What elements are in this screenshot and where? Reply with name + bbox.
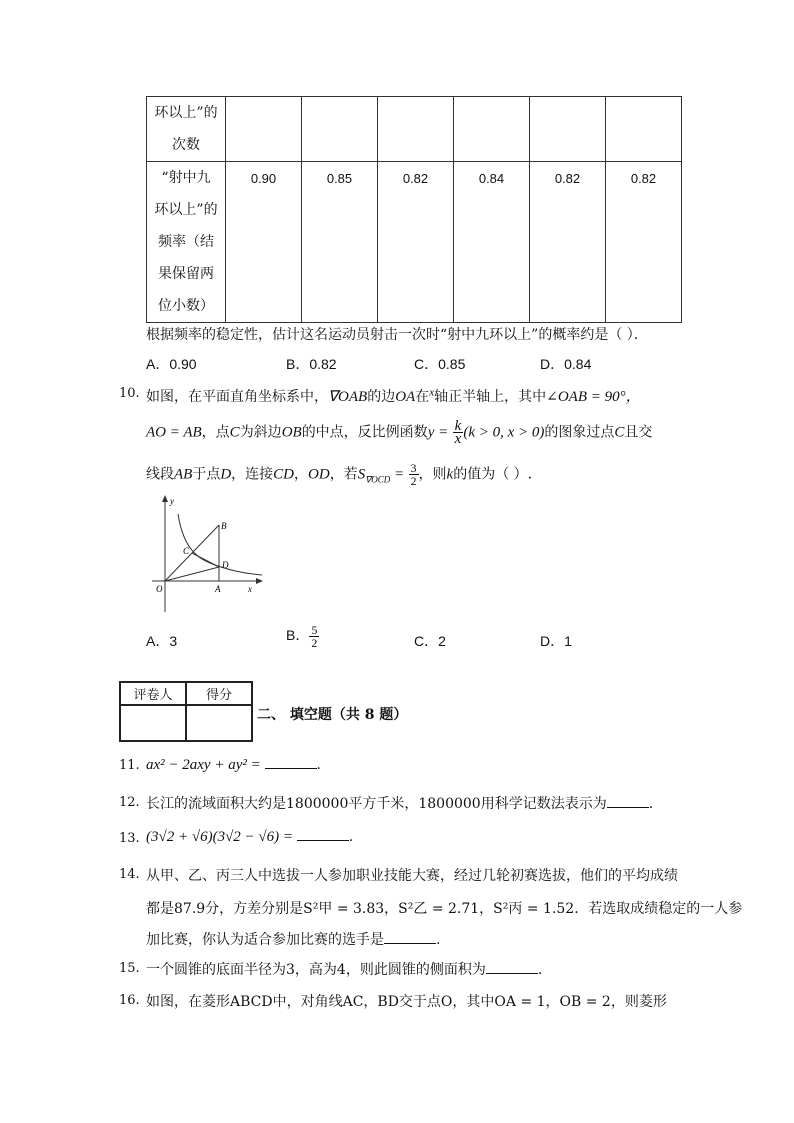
q9-option-b: B．0.82 — [286, 356, 337, 372]
label-b: B — [221, 521, 227, 531]
table-cell — [530, 97, 606, 162]
q13-number: 13. — [119, 831, 140, 846]
table-cell — [226, 97, 302, 162]
coordinate-figure — [140, 492, 270, 616]
q10-line2: AO = AB，点C为斜边OB的中点，反比例函数y = $\frac{k}{x}$ (k > 0, x > 0)的图象过点C且交 — [146, 418, 653, 447]
table-cell — [454, 97, 530, 162]
q12-line: 长江的流域面积大约是1800000平方千米，1800000用科学记数法表示为 . — [146, 796, 654, 812]
hyperbola-curve — [178, 514, 262, 575]
frequency-cell: 0.90 — [226, 162, 302, 323]
frequency-cell: 0.85 — [302, 162, 378, 323]
q10-option-c: C．2 — [414, 633, 446, 649]
q9-option-d: D．0.84 — [540, 356, 592, 372]
x-axis — [152, 578, 263, 584]
answer-blank[interactable] — [265, 756, 317, 769]
frequency-cell: 0.84 — [454, 162, 530, 323]
q10-option-b: B． $\frac{5}{2}$ — [286, 623, 318, 650]
label-a: A — [215, 584, 221, 594]
table-row-hit-count — [147, 97, 682, 162]
table-cell — [302, 97, 378, 162]
frequency-table — [146, 96, 682, 323]
q10-line3: 线段AB于点D，连接CD，OD，若$S_{\nabla OCD}$ = $\frac{3}{2}$ ，则k的值为（ ）. — [146, 461, 533, 488]
section-title: 二、 填空题（共 8 题） — [257, 707, 408, 723]
q10-option-d: D．1 — [540, 633, 572, 649]
label-y: y — [170, 496, 174, 506]
q10-line1: 如图，在平面直角坐标系中，∇OAB的边OA在$^x$轴正半轴上，其中∠OAB = 90°， — [146, 386, 641, 405]
frequency-cell: 0.82 — [530, 162, 606, 323]
label-o: O — [156, 584, 163, 594]
q16-line: 如图，在菱形ABCD中，对角线AC，BD交于点O，其中OA = 1，OB = 2，则菱形 — [146, 994, 667, 1010]
q10-option-a: A．3 — [146, 633, 178, 649]
table-cell — [606, 97, 682, 162]
frequency-cell: 0.82 — [606, 162, 682, 323]
grader-header: 评卷人 — [120, 682, 186, 705]
q9-text: 根据频率的稳定性，估计这名运动员射击一次时“射中九环以上”的概率约是（ ）． — [146, 327, 648, 343]
answer-blank[interactable] — [384, 931, 436, 944]
row-label-frequency: “射中九 环以上”的 频率（结 果保留两 位小数） — [147, 162, 226, 323]
q14-line1: 从甲、乙、丙三人中选拔一人参加职业技能大赛，经过几轮初赛选拔，他们的平均成绩 — [146, 868, 678, 884]
label-d: D — [222, 560, 229, 570]
function-fraction: $\frac{k}{x}$ — [454, 418, 462, 447]
answer-blank[interactable] — [486, 961, 538, 974]
q15-number: 15. — [119, 961, 140, 976]
score-cell — [186, 705, 252, 741]
q9-option-a: A．0.90 — [146, 356, 197, 372]
area-fraction: $\frac{3}{2}$ — [410, 461, 417, 488]
y-axis — [162, 495, 168, 612]
row-label-hit-count: 环以上”的 次数 — [147, 97, 226, 162]
q14-number: 14. — [119, 867, 140, 882]
grader-box — [119, 681, 253, 742]
q13-line: (3√2 + √6)(3√2 − √6) = . — [146, 829, 354, 845]
q14-line2: 都是87.9分，方差分别是S²甲 = 3.83，S²乙 = 2.71，S²丙 = 1.52．若选取成绩稳定的一人参 — [146, 901, 743, 917]
answer-blank[interactable] — [297, 828, 349, 841]
label-c: C — [183, 546, 190, 556]
table-cell — [378, 97, 454, 162]
label-x: x — [248, 584, 252, 594]
q11-line: ax² − 2axy + ay² = . — [146, 757, 321, 773]
frequency-cell: 0.82 — [378, 162, 454, 323]
answer-blank[interactable] — [607, 795, 649, 808]
q15-line: 一个圆锥的底面半径为3，高为4，则此圆锥的侧面积为 . — [146, 962, 543, 978]
segment-od — [165, 567, 219, 581]
q9-option-c: C．0.85 — [414, 356, 466, 372]
q10-number: 10. — [119, 386, 140, 401]
table-row-frequency — [147, 162, 682, 323]
segment-cd — [192, 553, 219, 567]
grader-cell — [120, 705, 186, 741]
q16-number: 16. — [119, 993, 140, 1008]
score-header: 得分 — [186, 682, 252, 705]
q11-number: 11. — [119, 758, 140, 773]
q14-line3: 加比赛，你认为适合参加比赛的选手是 . — [146, 932, 441, 948]
q12-number: 12. — [119, 795, 140, 810]
